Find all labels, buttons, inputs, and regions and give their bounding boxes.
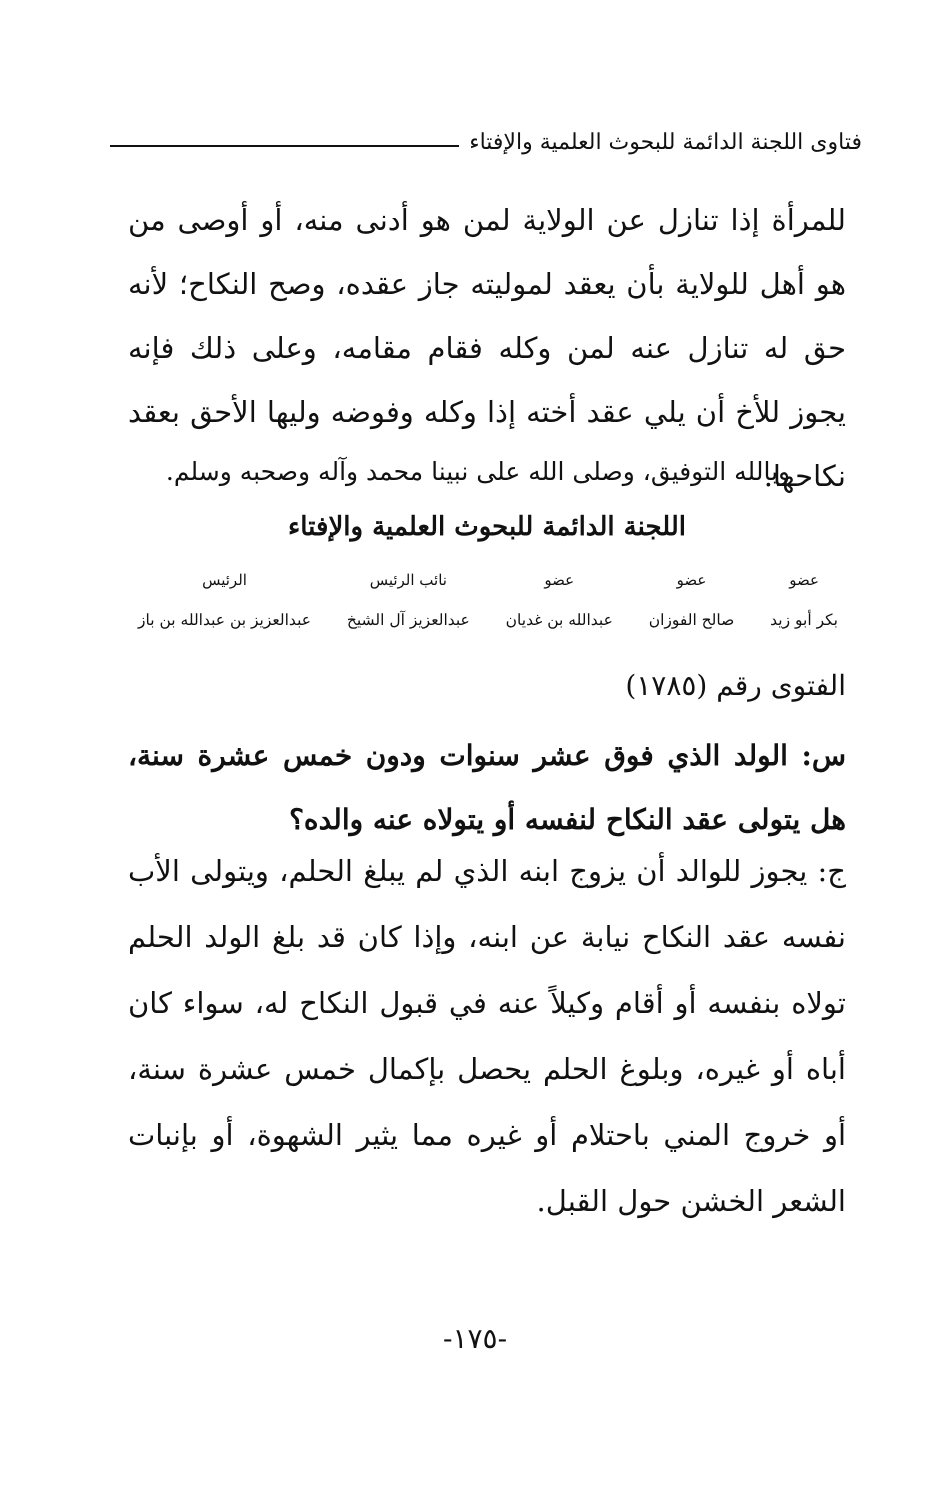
committee-name: اللجنة الدائمة للبحوث العلمية والإفتاء bbox=[288, 512, 686, 542]
signatory bbox=[347, 560, 470, 640]
page-number: -١٧٥- bbox=[442, 1322, 508, 1355]
signatory bbox=[138, 560, 311, 640]
answer-text: ج: يجوز للوالد أن يزوج ابنه الذي لم يبلغ الحلم، ويتولى الأب نفسه عقد النكاح نيابة عن ابنه، وإذا كان قد بلغ الولد الحلم تولاه بنفسه أو أقام وكيلاً عنه في قبول النكاح له، سواء كان أباه أو غيره، وبلوغ الحلم يحصل بإكمال خمس عشرة سنة، أو خروج المني باحتلام أو غيره مما يثير الشهوة، أو بإنبات الشعر الخشن حول القبل. bbox=[128, 854, 846, 1218]
signatory bbox=[770, 560, 838, 640]
signatory-name: عبدالعزيز آل الشيخ bbox=[346, 611, 470, 629]
signatories-row bbox=[138, 560, 838, 640]
signatory-role: عضو bbox=[789, 571, 819, 589]
running-header-title: فتاوى اللجنة الدائمة للبحوث العلمية والإفتاء bbox=[469, 130, 862, 155]
signatory-role: عضو bbox=[544, 571, 575, 589]
paragraph-continuation: للمرأة إذا تنازل عن الولاية لمن هو أدنى منه، أو أوصى من هو أهل للولاية بأن يعقد لموليته جاز عقده، وصح النكاح؛ لأنه حق له تنازل عنه لمن وكله فقام مقامه، وعلى ذلك فإنه يجوز للأخ أن يلي عقد أخته إذا وكله وفوضه وليها الأحق بعقد نكاحها. bbox=[128, 203, 846, 493]
signatory-role: نائب الرئيس bbox=[369, 571, 447, 589]
fatwa-number: الفتوى رقم (١٧٨٥) bbox=[625, 669, 846, 702]
signatory-name: عبدالله بن غديان bbox=[505, 611, 613, 629]
running-header bbox=[110, 130, 862, 155]
header-rule bbox=[110, 145, 459, 147]
signatory-name: صالح الفوزان bbox=[648, 611, 735, 629]
signatory-name: عبدالعزيز بن عبدالله بن باز bbox=[138, 611, 311, 629]
closing-formula: وبالله التوفيق، وصلى الله على نبينا محمد وآله وصحبه وسلم. bbox=[165, 457, 791, 486]
signatory-role: عضو bbox=[676, 571, 707, 589]
question-text: س: الولد الذي فوق عشر سنوات ودون خمس عشرة سنة، هل يتولى عقد النكاح لنفسه أو يتولاه عنه والده؟ bbox=[128, 739, 846, 836]
signatory-role: الرئيس bbox=[202, 571, 247, 589]
signatory bbox=[649, 560, 735, 640]
signatory bbox=[506, 560, 613, 640]
signatory-name: بكر أبو زيد bbox=[770, 611, 838, 629]
